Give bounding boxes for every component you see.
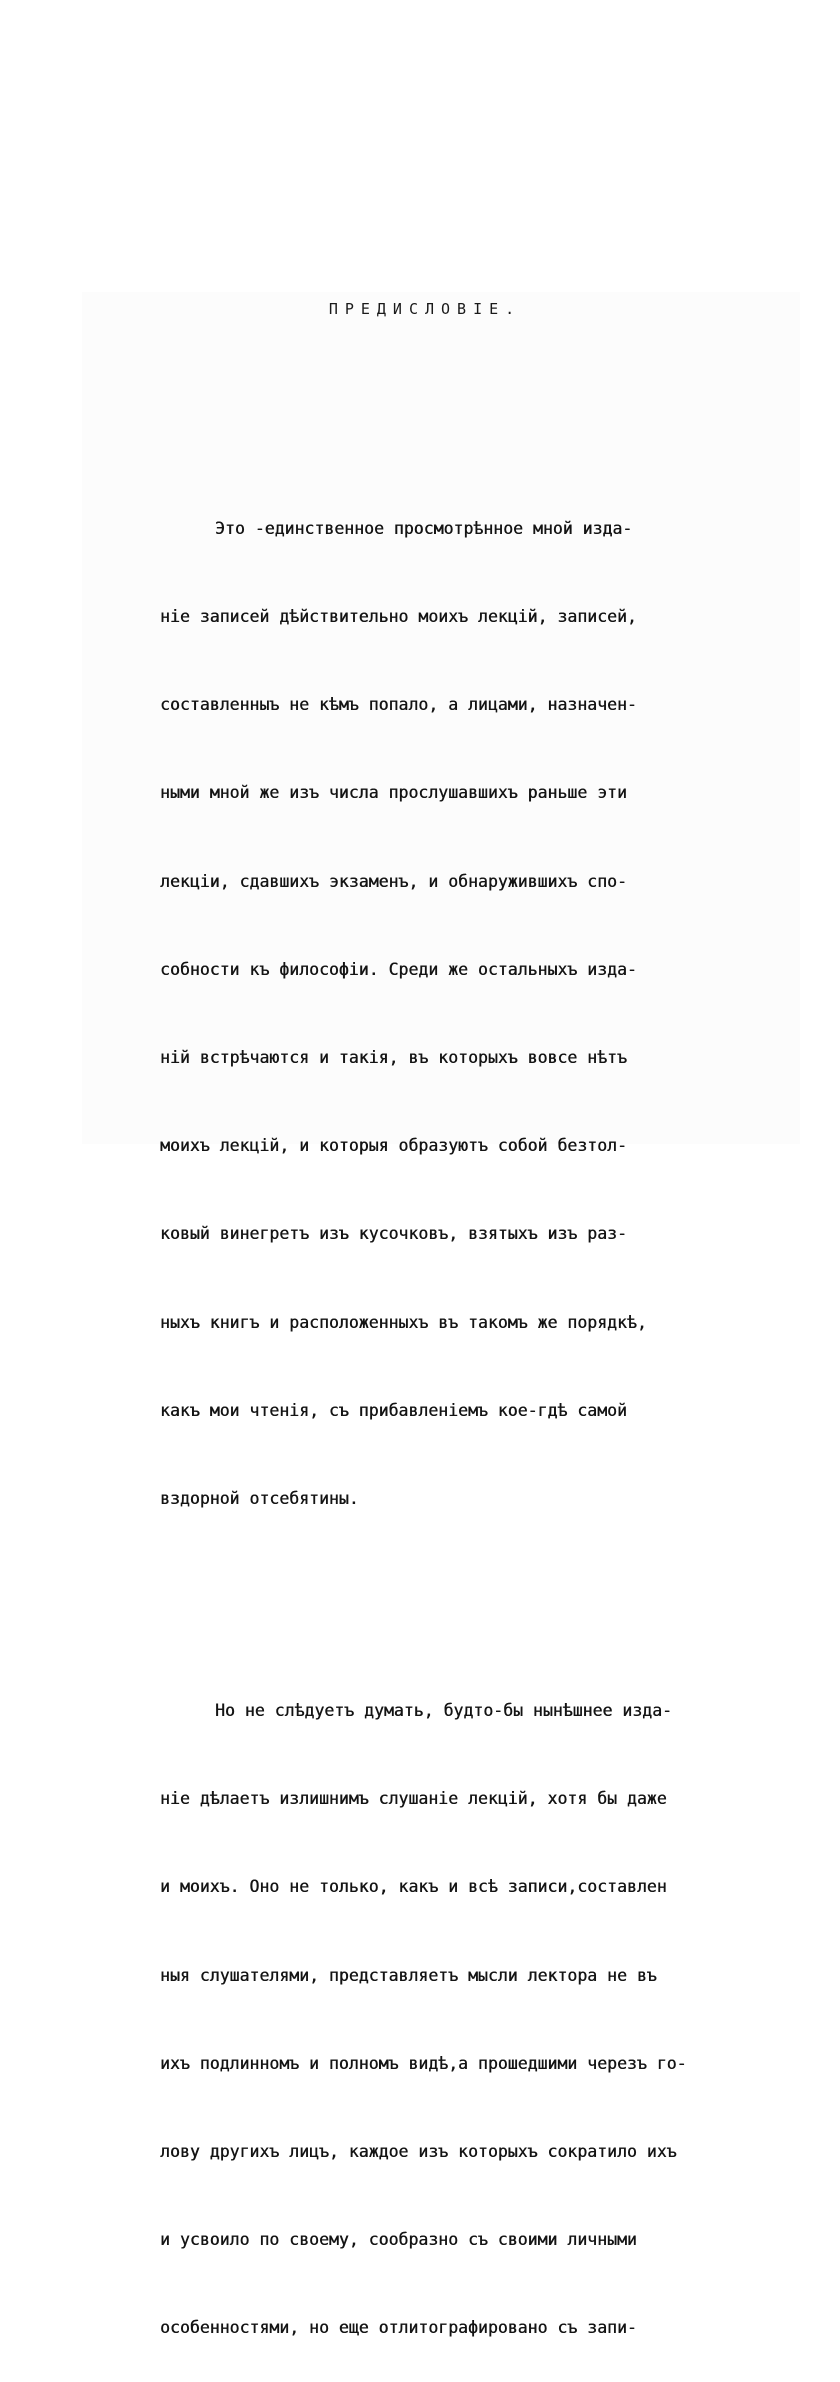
text-line: составленныъ не кѣмъ попало, а лицами, назначен- xyxy=(160,695,637,715)
text-line: вздорной отсебятины. xyxy=(160,1489,359,1509)
text-line: и усвоило по своему, сообразно съ своими личными xyxy=(160,2230,637,2250)
paragraph-1 xyxy=(160,455,760,1572)
text-line: особенностями, но еще отлитографировано съ запи- xyxy=(160,2318,637,2338)
text-line: ныхъ книгъ и расположенныхъ въ такомъ же порядкѣ, xyxy=(160,1312,647,1332)
page-title: ПРЕДИСЛОВIЕ. xyxy=(328,300,522,318)
text-line: ными мной же изъ числа прослушавшихъ раньше эти xyxy=(160,783,627,803)
text-line: ковый винегретъ изъ кусочковъ, взятыхъ изъ раз- xyxy=(160,1224,627,1244)
text-line: моихъ лекцiй, и которыя образуютъ собой безтол- xyxy=(160,1136,627,1156)
text-line: ихъ подлинномъ и полномъ видѣ,а прошедшими черезъ го- xyxy=(160,2053,687,2073)
text-line: лекцiи, сдавшихъ экзаменъ, и обнаружившихъ спо- xyxy=(160,871,627,891)
paragraph-2 xyxy=(160,1637,760,2382)
text-line: лову другихъ лицъ, каждое изъ которыхъ сократило ихъ xyxy=(160,2141,677,2161)
text-line: Но не слѣдуетъ думать, будто-бы нынѣшнее изда- xyxy=(215,1700,672,1720)
text-line: ныя слушателями, представляетъ мысли лектора не въ xyxy=(160,1965,657,1985)
text-line: и моихъ. Оно не только, какъ и всѣ записи,составлен xyxy=(160,1877,667,1897)
text-line: нiй встрѣчаются и такiя, въ которыхъ вовсе нѣтъ xyxy=(160,1047,627,1067)
text-line: нiе дѣлаетъ излишнимъ слушанiе лекцiй, хотя бы даже xyxy=(160,1789,667,1809)
preface-body xyxy=(160,396,760,2382)
text-line: собности къ философiи. Среди же остальныхъ изда- xyxy=(160,959,637,979)
text-line: Это -единственное просмотрѣнное мной изда- xyxy=(215,518,633,538)
text-line: какъ мои чтенiя, съ прибавленiемъ кое-гдѣ самой xyxy=(160,1400,627,1420)
text-line: нiе записей дѣйствительно моихъ лекцiй, записей, xyxy=(160,606,637,626)
